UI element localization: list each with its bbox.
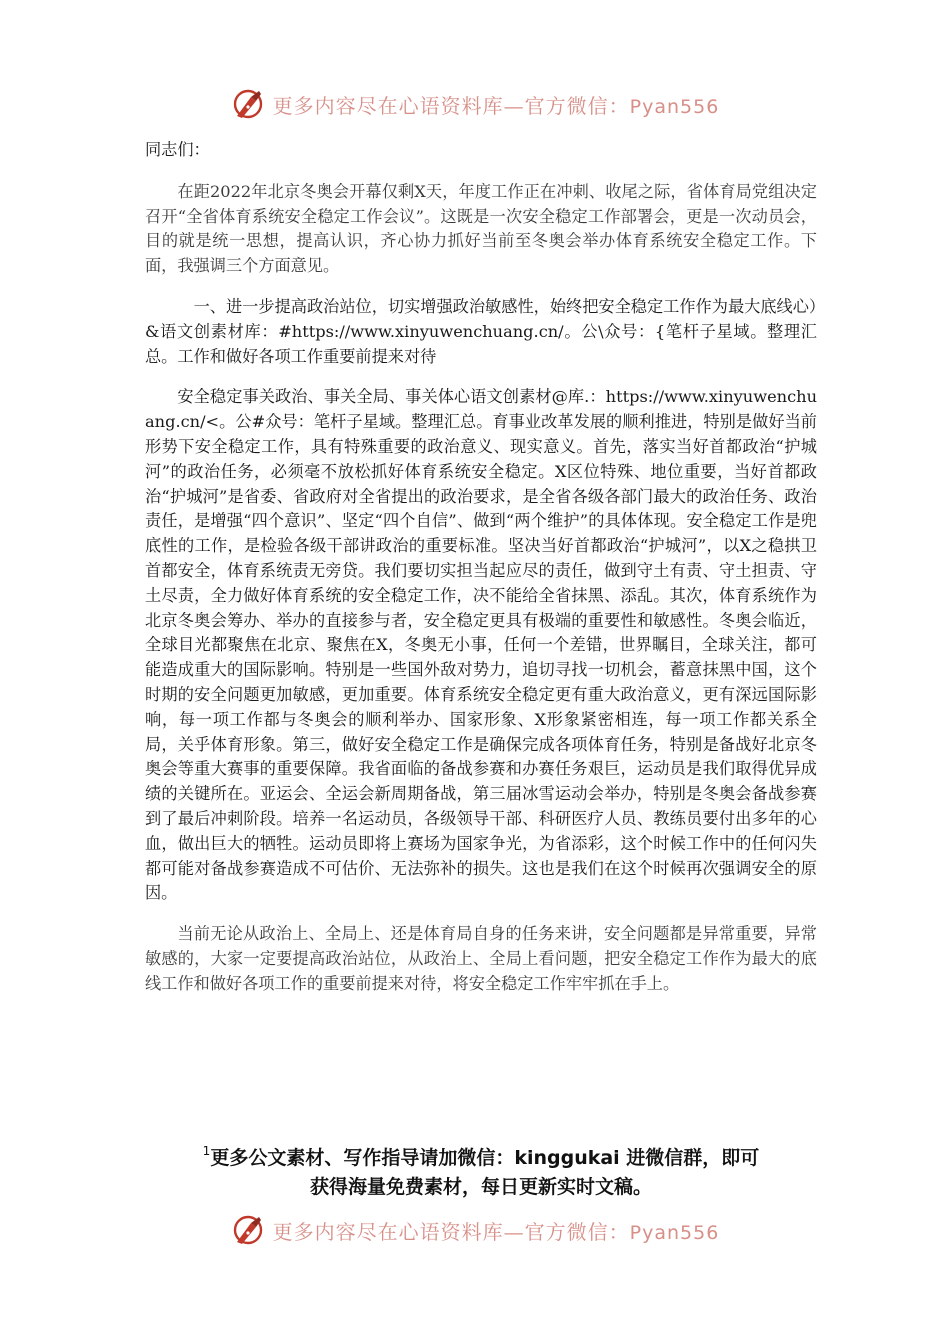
footer-banner	[0, 1210, 950, 1250]
pen-nib-logo-icon	[231, 1213, 265, 1247]
footer-note-line2: 获得海量免费素材，每日更新实时文稿。	[309, 1176, 652, 1198]
header-banner	[0, 84, 950, 124]
paragraph-section-heading: 一、进一步提高政治站位，切实增强政治敏感性，始终把安全稳定工作作为最大底线心）&语文创素材库：#https://www.xinyuwenchuang.cn/。公\众号：{笔杆子星域。整理汇总。工作和做好各项工作重要前提来对待	[145, 296, 817, 366]
salutation: 同志们：	[145, 140, 210, 159]
document-body	[145, 138, 817, 1013]
footnote-marker: 1	[202, 1144, 211, 1158]
footer-note	[145, 1137, 817, 1202]
pen-nib-logo-icon	[231, 87, 265, 121]
footer-wechat-id: Pyan556	[629, 1221, 720, 1244]
header-banner-text: 更多内容尽在心语资料库—官方微信：Pyan556	[272, 93, 720, 118]
footer-banner-text: 更多内容尽在心语资料库—官方微信：Pyan556	[272, 1219, 720, 1244]
paragraph-conclusion: 当前无论从政治上、全局上、还是体育局自身的任务来讲，安全问题都是异常重要，异常敏感的，大家一定要提高政治站位，从政治上、全局上看问题，把安全稳定工作作为最大的底线工作和做好各项工作的重要前提来对待，将安全稳定工作牢牢抓在手上。	[145, 924, 817, 993]
footer-note-line1: $^1$更多公文素材、写作指导请加微信：kinggukai 进微信群，即可	[202, 1144, 760, 1169]
paragraph-main: 安全稳定事关政治、事关全局、事关体心语文创素材@库.：https://www.xinyuwenchuang.cn/<。公#众号：笔杆子星域。整理汇总。育事业改革发展的顺利推进，特别是做好当前形势下安全稳定工作，具有特殊重要的政治意义、现实意义。首先，落实当好首都政治“护城河”的政治任务，必须毫不放松抓好体育系统安全稳定。X区位特殊、地位重要，当好首都政治“护城河”是省委、省政府对全省提出的政治要求，是全省各级各部门最大的政治任务、政治责任，是增强“四个意识”、坚定“四个自信”、做到“两个维护”的具体体现。安全稳定工作是兜底性的工作，是检验各级干部讲政治的重要标准。坚决当好首都政治“护城河”，以X之稳拱卫首都安全，体育系统责无旁贷。我们要切实担当起应尽的责任，做到守土有责、守土担责、守土尽责，全力做好体育系统的安全稳定工作，决不能给全省抹黑、添乱。其次，体育系统作为北京冬奥会筹办、举办的直接参与者，安全稳定更具有极端的重要性和敏感性。冬奥会临近，全球目光都聚焦在北京、聚焦在X，冬奥无小事，任何一个差错，世界瞩目，全球关注，都可能造成重大的国际影响。特别是一些国外敌对势力，追切寻找一切机会，蓄意抹黑中国，这个时期的安全问题更加敏感，更加重要。体育系统安全稳定更有重大政治意义，更有深远国际影响，每一项工作都与冬奥会的顺利举办、国家形象、X形象紧密相连，每一项工作都关系全局，关乎体育形象。第三，做好安全稳定工作是确保完成各项体育任务，特别是备战好北京冬奥会等重大赛事的重要保障。我省面临的备战参赛和办赛任务艰巨，运动员是我们取得优异成绩的关键所在。亚运会、全运会新周期备战，第三届冰雪运动会举办，特别是冬奥会备战参赛到了最后冲刺阶段。培养一名运动员，各级领导干部、科研医疗人员、教练员要付出多年的心血，做出巨大的牺牲。运动员即将上赛场为国家争光，为省添彩，这个时候工作中的任何闪失都可能对备战参赛造成不可估价、无法弥补的损失。这也是我们在这个时候再次强调安全的原因。	[145, 387, 817, 903]
header-wechat-id: Pyan556	[629, 95, 720, 118]
paragraph-intro: 在距2022年北京冬奥会开幕仅剩X天，年度工作正在冲刺、收尾之际，省体育局党组决定召开“全省体育系统安全稳定工作会议”。这既是一次安全稳定工作部署会，更是一次动员会，目的就是统一思想，提高认识，齐心协力抓好当前至冬奥会举办体育系统安全稳定工作。下面，我强调三个方面意见。	[145, 181, 817, 276]
